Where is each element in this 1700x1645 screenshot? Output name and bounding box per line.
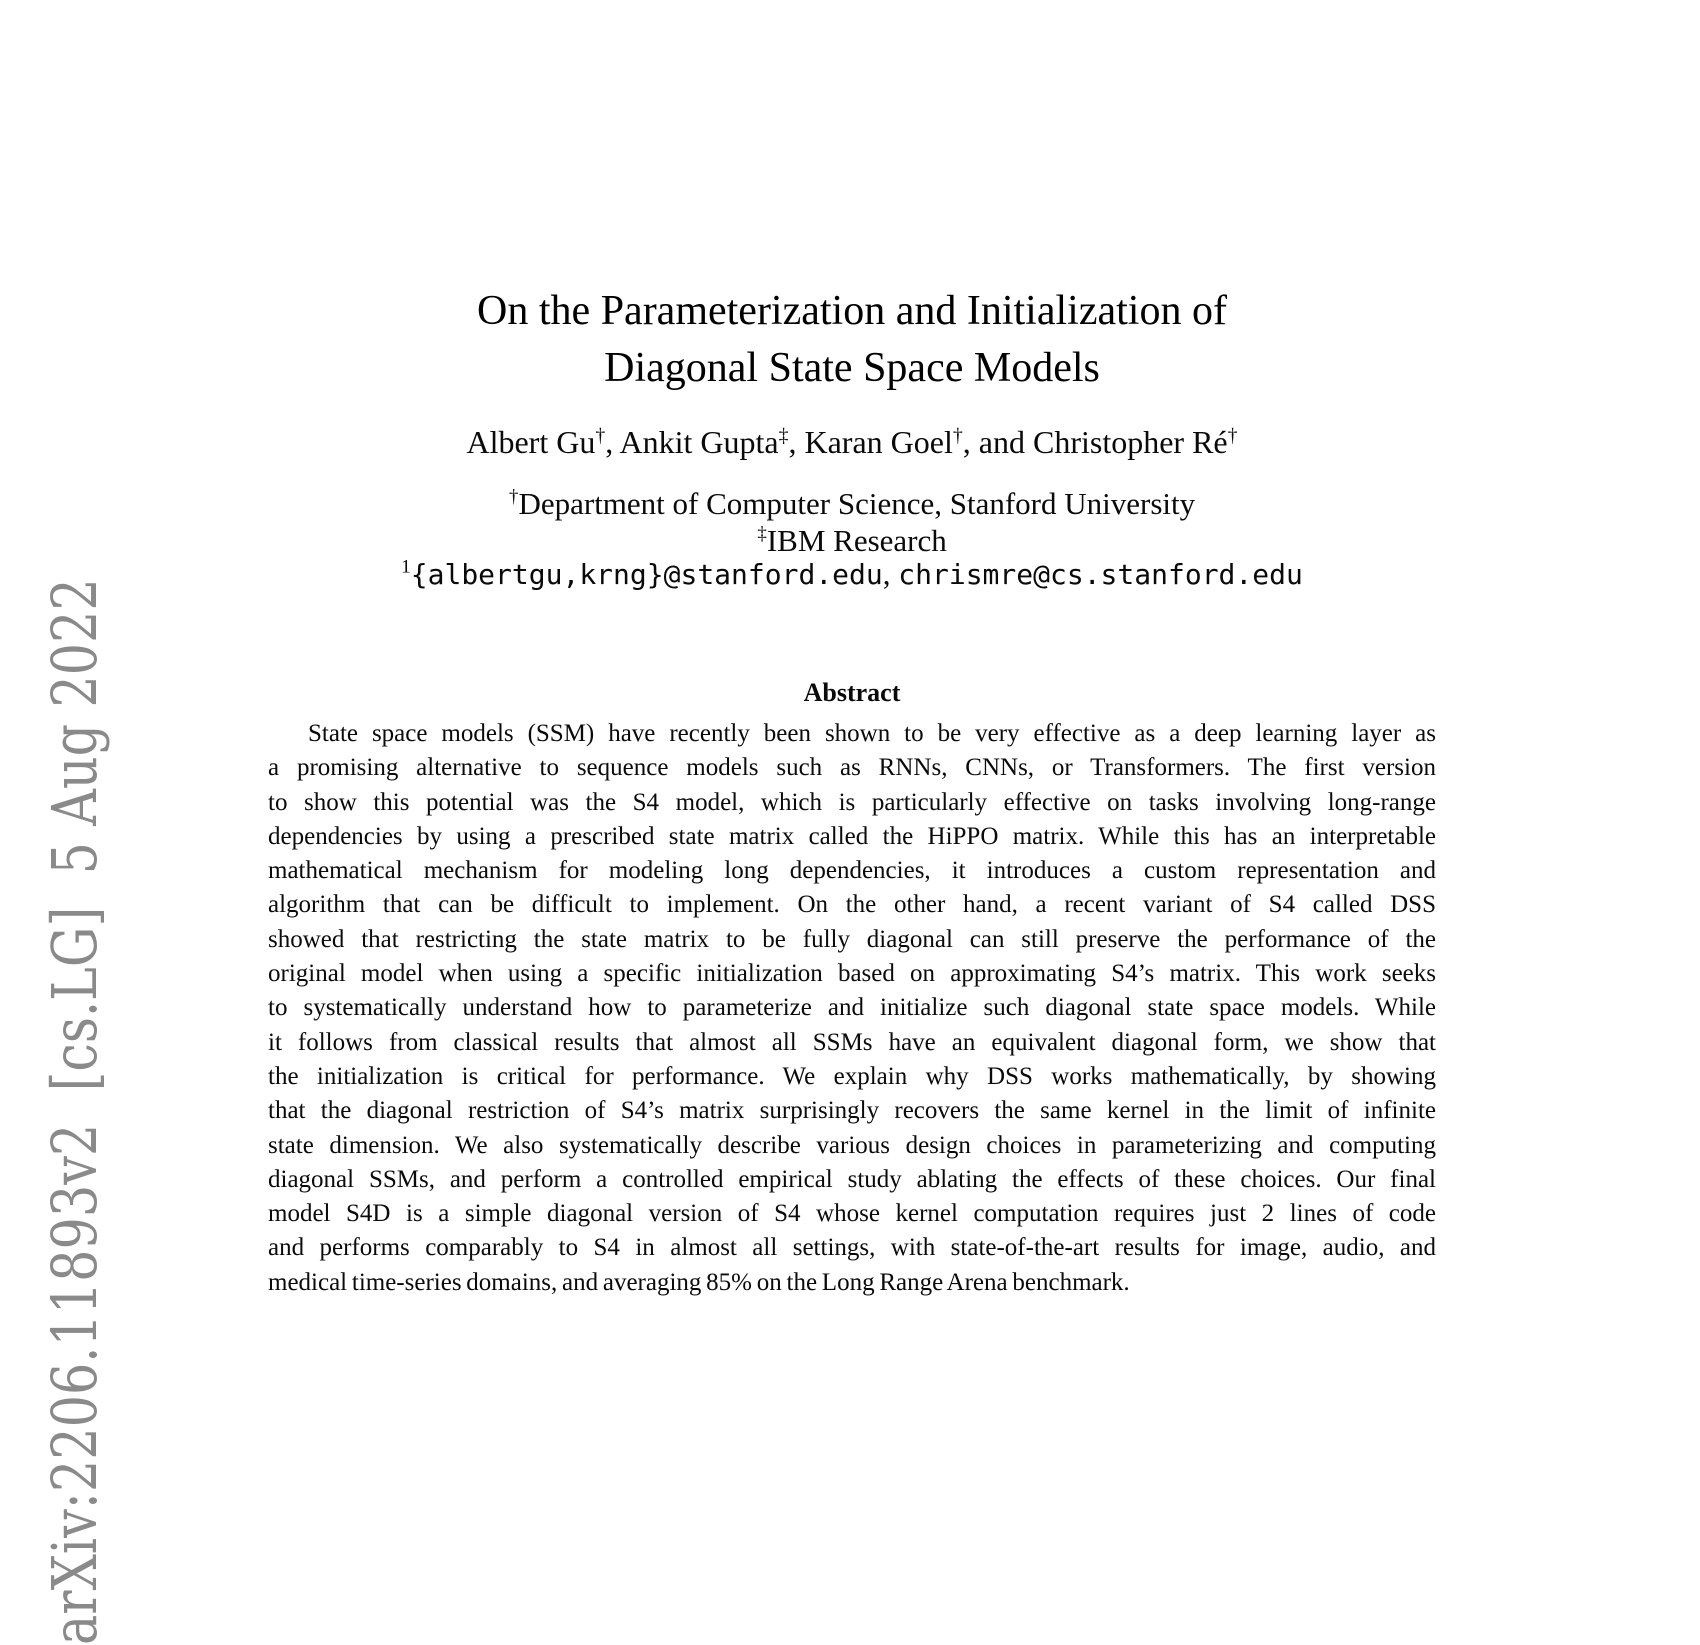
affiliation-ibm: ‡IBM Research <box>757 523 947 558</box>
author-affiliation-mark: † <box>1227 424 1238 447</box>
paper-title-line2: Diagonal State Space Models <box>604 345 1100 391</box>
contact-emails: $^1${albertgu,krng}@stanford.edu, chrismre@cs.stanford.edu <box>401 556 1303 591</box>
author-name: Ankit Gupta‡, <box>619 424 805 460</box>
author-name: Christopher Ré† <box>1032 424 1238 460</box>
author-name: Albert Gu†, <box>466 424 620 460</box>
abstract-line: a promising alternative to sequence models such as RNNs, CNNs, or Transformers. The first version <box>268 754 1436 782</box>
affiliation-stanford: †Department of Computer Science, Stanford University <box>508 486 1196 521</box>
footnote-mark: 1 <box>401 556 411 578</box>
author-affiliation-mark: † <box>595 424 606 447</box>
abstract-heading: Abstract <box>803 678 901 707</box>
abstract-line: it follows from classical results that almost all SSMs have an equivalent diagonal form, we show that <box>268 1028 1436 1056</box>
abstract-line: that the diagonal restriction of S4’s matrix surprisingly recovers the same kernel in the limit of infinite <box>268 1097 1436 1125</box>
paper-title-line1: On the Parameterization and Initialization of <box>477 288 1227 334</box>
affiliation-mark: † <box>508 486 519 508</box>
abstract-line: diagonal SSMs, and perform a controlled empirical study ablating the effects of these choices. Our final <box>268 1165 1436 1193</box>
authors-line <box>268 424 1436 460</box>
abstract-line: algorithm that can be difficult to implement. On the other hand, a recent variant of S4 called DSS <box>268 891 1436 919</box>
affiliation-mark: ‡ <box>757 523 767 545</box>
paper-title <box>268 283 1436 397</box>
abstract-line: medical time-series domains, and averaging 85% on the Long Range Arena benchmark. <box>268 1268 1130 1296</box>
arxiv-watermark: arXiv:2206.11893v2 [cs.LG] 5 Aug 2022 <box>38 578 111 1645</box>
abstract-line: State space models (SSM) have recently been shown to be very effective as a deep learning layer as <box>308 720 1436 747</box>
abstract-line: to show this potential was the S4 model, which is particularly effective on tasks involving long-range <box>268 788 1436 816</box>
abstract-line: showed that restricting the state matrix to be fully diagonal can still preserve the performance of the <box>268 925 1436 953</box>
abstract-line: dependencies by using a prescribed state matrix called the HiPPO matrix. While this has an interpretable <box>268 822 1436 850</box>
abstract-line: to systematically understand how to parameterize and initialize such diagonal state space models. While <box>268 994 1436 1022</box>
author-affiliation-mark: † <box>952 424 963 447</box>
abstract-line: original model when using a specific initialization based on approximating S4’s matrix. This work seeks <box>268 960 1436 988</box>
email-single: chrismre@cs.stanford.edu <box>898 558 1303 591</box>
abstract-line: model S4D is a simple diagonal version of S4 whose kernel computation requires just 2 lines of code <box>268 1200 1436 1228</box>
abstract-body <box>268 717 1436 1300</box>
email-group: {albertgu,krng}@stanford.edu <box>410 558 883 591</box>
abstract-line: state dimension. We also systematically describe various design choices in parameterizing and computing <box>268 1131 1436 1159</box>
author-affiliation-mark: ‡ <box>778 424 789 447</box>
author-name: Karan Goel†, and <box>804 424 1033 460</box>
abstract-line: mathematical mechanism for modeling long dependencies, it introduces a custom representation and <box>268 857 1436 885</box>
abstract-line: and performs comparably to S4 in almost all settings, with state-of-the-art results for image, audio, and <box>268 1234 1436 1262</box>
abstract-line: the initialization is critical for performance. We explain why DSS works mathematically, by showing <box>268 1062 1436 1090</box>
